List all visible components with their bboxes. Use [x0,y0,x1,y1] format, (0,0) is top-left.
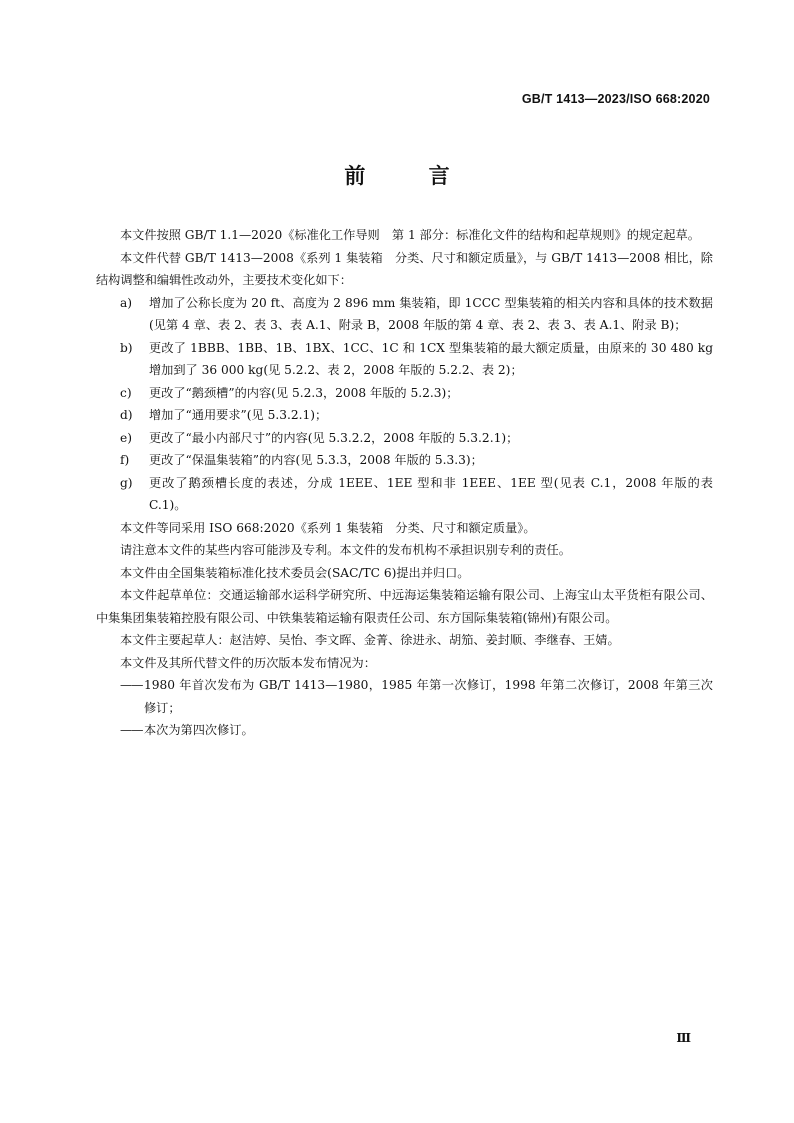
list-item [96,472,713,517]
dash-marker: —— [120,723,143,737]
paragraph-replaces: 本文件代替 GB/T 1413—2008《系列 1 集装箱 分类、尺寸和额定质量》，与 GB/T 1413—2008 相比，除结构调整和编辑性改动外，主要技术变化如下： [96,250,713,287]
list-marker: b) [120,340,133,355]
page-number: Ⅲ [676,1031,691,1045]
list-marker: f) [120,453,130,467]
list-marker: c) [120,385,132,400]
list-item [96,337,713,382]
list-item [96,382,713,405]
paragraph-proposer: 本文件由全国集装箱标准化技术委员会(SAC/TC 6)提出并归口。 [120,565,470,580]
paragraph-drafting-organizations: 本文件起草单位：交通运输部水运科学研究所、中远海运集装箱运输有限公司、上海宝山太平货柜有限公司、中集集团集装箱控股有限公司、中铁集装箱运输有限责任公司、东方国际集装箱(锦州)有限公司。 [96,588,713,625]
list-item-text: 本次为第四次修订。 [144,723,254,737]
list-item-text: 更改了鹅颈槽长度的表述，分成 1EEE、1EE 型和非 1EEE、1EE 型(见表 C.1，2008 年版的表 C.1)。 [149,475,713,512]
standard-code: GB/T 1413—2023/ISO 668:2020 [521,92,710,106]
list-marker: d) [120,408,133,422]
paragraph-drafters: 本文件主要起草人：赵洁婷、吴怡、李文晖、金菁、徐进永、胡笳、姜封顺、李继春、王婧。 [120,633,620,647]
list-item-text: 1980 年首次发布为 GB/T 1413—1980，1985 年第一次修订，1998 年第二次修订，2008 年第三次修订； [144,678,713,715]
list-item-text: 更改了“鹅颈槽”的内容(见 5.2.3，2008 年版的 5.2.3)； [149,385,459,400]
list-marker: a) [120,295,133,310]
list-marker: e) [120,430,132,445]
list-item [96,674,713,719]
history-list [96,674,713,742]
list-item [96,449,713,472]
list-item-text: 更改了“最小内部尺寸”的内容(见 5.3.2.2，2008 年版的 5.3.2.1)； [149,430,519,445]
list-item-text: 更改了“保温集装箱”的内容(见 5.3.3，2008 年版的 5.3.3)； [149,453,483,467]
list-marker: g) [120,475,133,490]
list-item-text: 增加了公称长度为 20 ft、高度为 2 896 mm 集装箱，即 1CCC 型集装箱的相关内容和具体的技术数据(见第 4 章、表 2、表 3、表 A.1、附录 B，2008 年版的第 4 章、表 2、表 3、表 A.1、附录 B)； [149,295,713,332]
list-item [96,292,713,337]
paragraph-equivalence: 本文件等同采用 ISO 668:2020《系列 1 集装箱 分类、尺寸和额定质量》。 [120,520,536,535]
list-item-text: 增加了“通用要求”(见 5.3.2.1)； [149,408,328,422]
list-item [96,719,713,742]
list-item [96,427,713,450]
dash-marker: —— [120,678,143,692]
list-item [96,404,713,427]
paragraph-drafting-rules: 本文件按照 GB/T 1.1—2020《标准化工作导则 第 1 部分：标准化文件的结构和起草规则》的规定起草。 [120,228,700,242]
paragraph-history-intro: 本文件及其所代替文件的历次版本发布情况为： [120,655,376,670]
list-item-text: 更改了 1BBB、1BB、1B、1BX、1CC、1C 和 1CX 型集装箱的最大额定质量，由原来的 30 480 kg 增加到了 36 000 kg(见 5.2.2、表 2，2008 年版的 5.2.2、表 2)； [149,340,713,377]
changes-list [96,292,713,517]
foreword-body [96,224,713,742]
paragraph-patent-notice: 请注意本文件的某些内容可能涉及专利。本文件的发布机构不承担识别专利的责任。 [120,543,571,557]
page-title: 前 言 [344,164,478,188]
